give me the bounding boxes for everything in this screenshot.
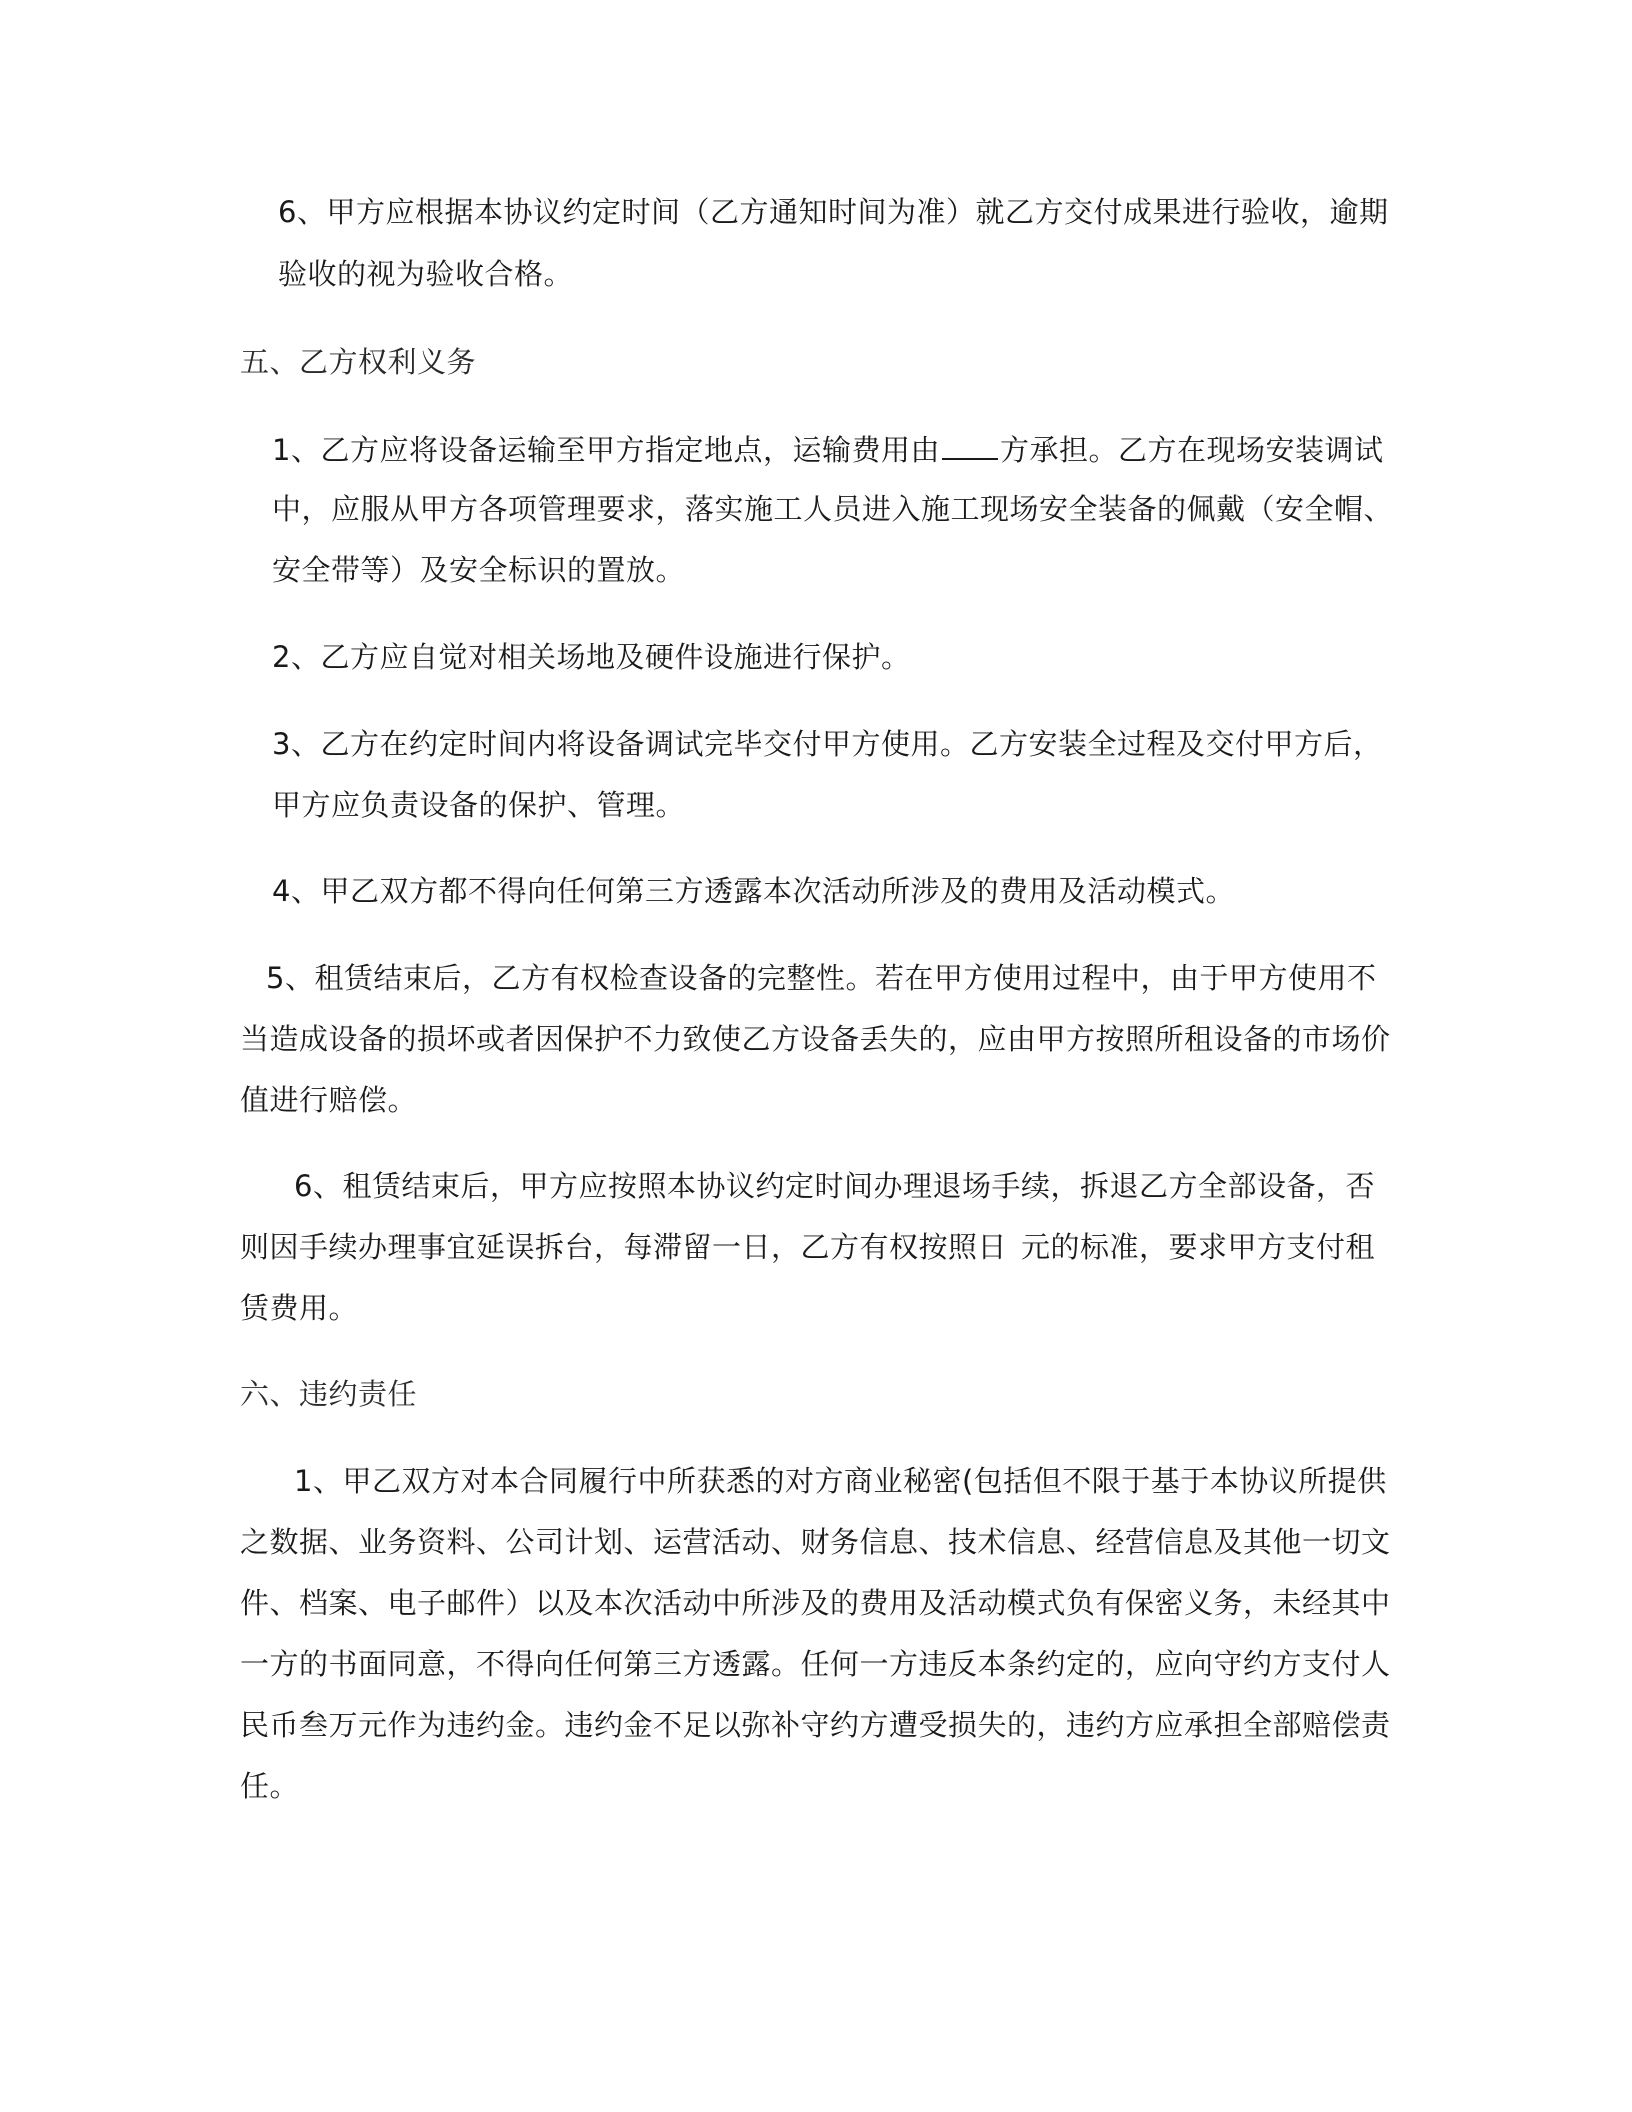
s5-item1-line1-part-a: 1、乙方应将设备运输至甲方指定地点，运输费用由 — [272, 433, 940, 467]
s6-item1-line4: 一方的书面同意，不得向任何第三方透露。任何一方违反本条约定的，应向守约方支付人 — [240, 1647, 1391, 1681]
s4-item6-line1: 6、甲方应根据本协议约定时间（乙方通知时间为准）就乙方交付成果进行验收，逾期 — [278, 195, 1389, 229]
s6-item1-line6: 任。 — [240, 1769, 300, 1803]
s5-item1-line1 — [272, 430, 1383, 468]
s6-item1-line3: 件、档案、电子邮件）以及本次活动中所涉及的费用及活动模式负有保密义务，未经其中 — [240, 1586, 1391, 1620]
s5-item2-line1: 2、乙方应自觉对相关场地及硬件设施进行保护。 — [272, 640, 911, 674]
s5-item3-line2: 甲方应负责设备的保护、管理。 — [272, 788, 686, 822]
s6-item1-line5: 民币叁万元作为违约金。违约金不足以弥补守约方遭受损失的，违约方应承担全部赔偿责 — [240, 1708, 1391, 1742]
s5-item1-line3: 安全带等）及安全标识的置放。 — [272, 553, 686, 587]
s5-item6-line2-part-a: 则因手续办理事宜延误拆台，每滞留一日，乙方有权按照日 — [240, 1230, 1008, 1264]
s5-item6-line3: 赁费用。 — [240, 1291, 359, 1325]
s5-item6-line2-part-b: 元的标准，要求甲方支付租 — [1021, 1230, 1376, 1264]
s5-item5-line1: 5、租赁结束后，乙方有权检查设备的完整性。若在甲方使用过程中，由于甲方使用不 — [266, 961, 1377, 995]
s5-item6-line2 — [240, 1229, 1375, 1265]
s5-item1-line1-part-b: 方承担。乙方在现场安装调试 — [999, 433, 1384, 467]
s5-item5-line2: 当造成设备的损坏或者因保护不力致使乙方设备丢失的，应由甲方按照所租设备的市场价 — [240, 1022, 1391, 1056]
s4-item6-line2: 验收的视为验收合格。 — [278, 257, 574, 291]
section6-heading: 六、违约责任 — [240, 1377, 418, 1411]
s5-item3-line1: 3、乙方在约定时间内将设备调试完毕交付甲方使用。乙方安装全过程及交付甲方后， — [272, 727, 1383, 761]
s5-item5-line3: 值进行赔偿。 — [240, 1083, 418, 1117]
s6-item1-line2: 之数据、业务资料、公司计划、运营活动、财务信息、技术信息、经营信息及其他一切文 — [240, 1525, 1391, 1559]
s6-item1-line1: 1、甲乙双方对本合同履行中所获悉的对方商业秘密(包括但不限于基于本协议所提供 — [294, 1464, 1387, 1498]
fill-in-blank — [942, 430, 998, 460]
s5-item6-line1: 6、租赁结束后，甲方应按照本协议约定时间办理退场手续，拆退乙方全部设备，否 — [294, 1169, 1375, 1203]
s5-item4-line1: 4、甲乙双方都不得向任何第三方透露本次活动所涉及的费用及活动模式。 — [272, 874, 1235, 908]
s5-item1-line2: 中，应服从甲方各项管理要求，落实施工人员进入施工现场安全装备的佩戴（安全帽、 — [272, 492, 1394, 526]
section5-heading: 五、乙方权利义务 — [240, 345, 477, 379]
